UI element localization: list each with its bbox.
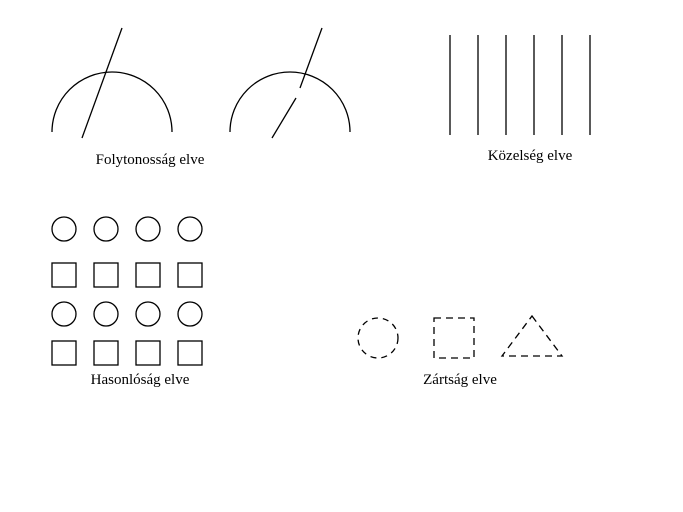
- panel-proximity: [440, 30, 620, 140]
- panel-closure: [350, 310, 580, 370]
- caption-proximity: Közelség elve: [487, 148, 573, 164]
- dashed-shapes-icon: [350, 310, 580, 370]
- circles-squares-grid-icon: [50, 215, 225, 365]
- panel-continuity: [40, 20, 260, 150]
- caption-closure: Zártság elve: [423, 372, 497, 388]
- arc-with-broken-line-icon: [230, 20, 450, 150]
- panel-continuity-variant: [230, 20, 450, 150]
- panel-similarity: [50, 215, 225, 365]
- caption-continuity: Folytonosság elve: [95, 152, 205, 168]
- vertical-lines-icon: [440, 30, 620, 140]
- arc-with-crossing-line-icon: [40, 20, 260, 150]
- caption-similarity: Hasonlóság elve: [90, 372, 190, 388]
